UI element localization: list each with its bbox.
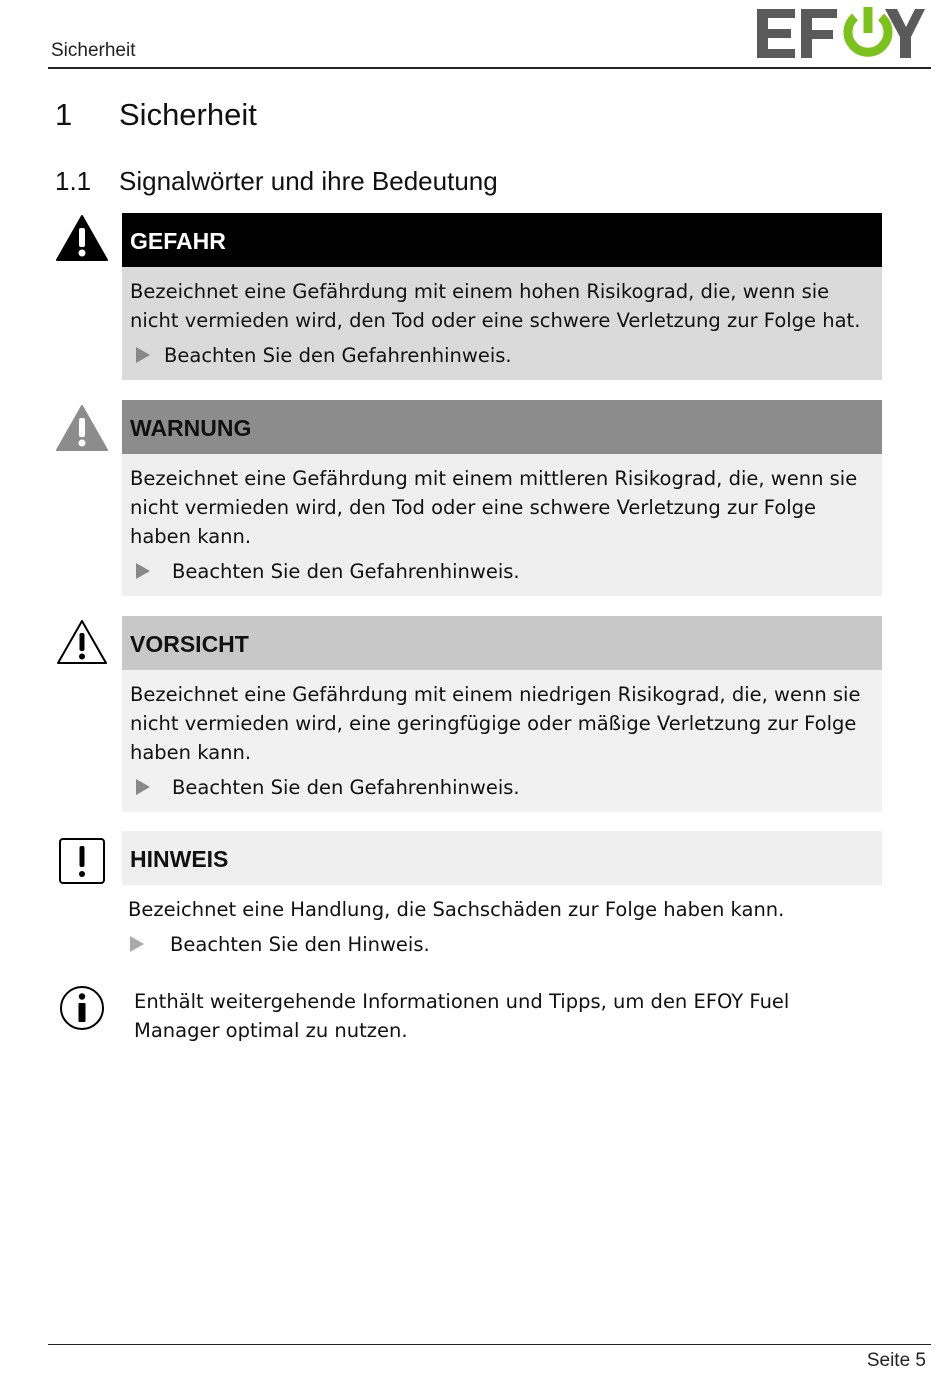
signal-body-warnung [122, 454, 882, 596]
signal-box-warnung [122, 400, 882, 596]
signal-box-vorsicht [122, 616, 882, 812]
signal-description-warnung: Bezeichnet eine Gefährdung mit einem mittleren Risikograd, die, wenn sie nicht vermieden wird, den Tod oder eine schwere Verletzung zur Folge haben kann. [130, 467, 858, 548]
signal-title-warnung: WARNUNG [122, 400, 882, 454]
heading-2-number: 1.1 [55, 166, 92, 196]
warning-triangle-black-icon [55, 214, 109, 262]
warning-triangle-grey-icon [55, 404, 109, 452]
signal-action-gefahr [130, 341, 874, 370]
signal-title-gefahr: GEFAHR [122, 213, 882, 267]
signal-body-gefahr [122, 267, 882, 380]
arrow-right-icon [136, 563, 150, 579]
efoy-logo [755, 5, 925, 61]
signal-action-text: Beachten Sie den Gefahrenhinweis. [172, 776, 520, 799]
signal-action-vorsicht [130, 773, 874, 802]
heading-1-title: Sicherheit [119, 97, 257, 132]
signal-box-gefahr [122, 213, 882, 380]
exclamation-box-icon [58, 837, 106, 885]
header-rule [48, 67, 931, 69]
heading-1-number: 1 [55, 97, 73, 132]
signal-action-text: Beachten Sie den Gefahrenhinweis. [164, 344, 512, 367]
signal-title-hinweis: HINWEIS [122, 831, 882, 885]
signal-box-hinweis [122, 831, 882, 969]
arrow-right-icon [130, 936, 144, 952]
signal-description-hinweis: Bezeichnet eine Handlung, die Sachschäden zur Folge haben kann. [128, 898, 785, 921]
signal-action-text: Beachten Sie den Gefahrenhinweis. [172, 560, 520, 583]
footer-rule [48, 1344, 931, 1345]
info-text: Enthält weitergehende Informationen und Tipps, um den EFOY Fuel Manager optimal zu nutzen. [134, 990, 790, 1042]
arrow-right-icon [136, 779, 150, 795]
signal-action-warnung [130, 557, 874, 586]
signal-body-vorsicht [122, 670, 882, 812]
signal-title-vorsicht: VORSICHT [122, 616, 882, 670]
page-number: Seite 5 [866, 1350, 926, 1371]
signal-action-hinweis [128, 930, 874, 959]
signal-description-gefahr: Bezeichnet eine Gefährdung mit einem hohen Risikograd, die, wenn sie nicht vermieden wird, den Tod oder eine schwere Verletzung zur Folge hat. [130, 280, 861, 332]
signal-body-hinweis [122, 885, 882, 969]
signal-action-text: Beachten Sie den Hinweis. [170, 933, 430, 956]
signal-description-vorsicht: Bezeichnet eine Gefährdung mit einem niedrigen Risikograd, die, wenn sie nicht vermieden wird, eine geringfügige oder mäßige Verletzung zur Folge haben kann. [130, 683, 861, 764]
arrow-right-icon [136, 347, 150, 363]
heading-2-title: Signalwörter und ihre Bedeutung [119, 166, 498, 196]
header-section-label: Sicherheit [51, 40, 136, 61]
warning-triangle-outline-icon [55, 618, 109, 666]
info-circle-icon [58, 984, 106, 1032]
